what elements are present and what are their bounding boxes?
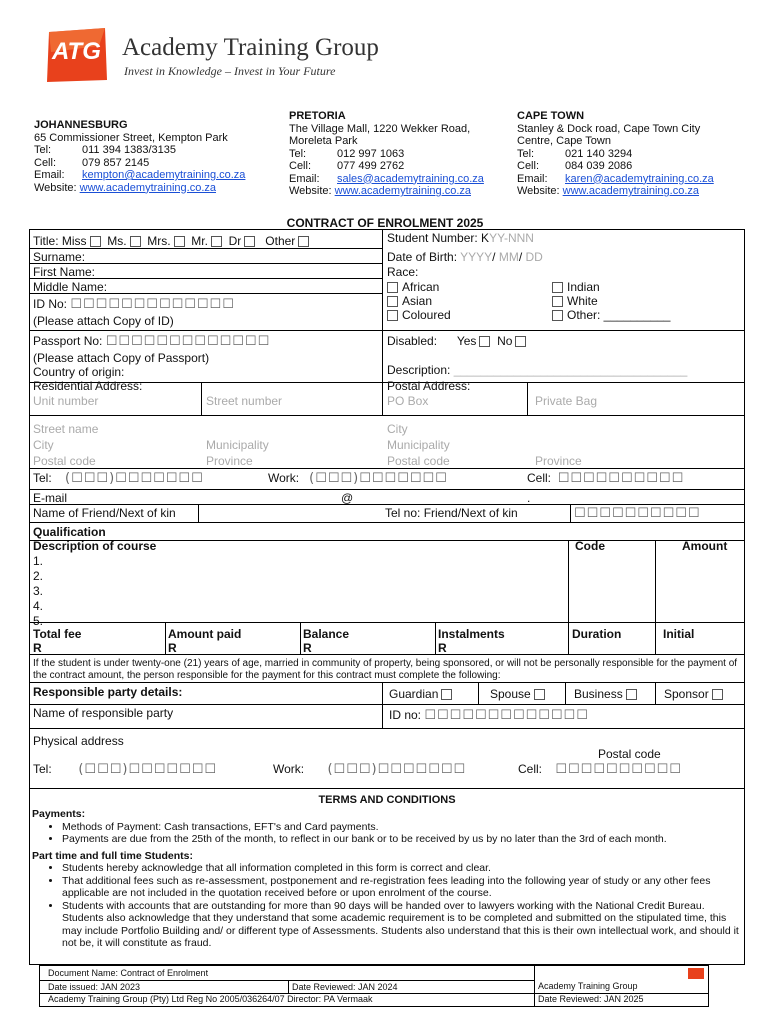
office-city: CAPE TOWN <box>517 110 585 122</box>
responsible-id-field[interactable]: ID no: ☐☐☐☐☐☐☐☐☐☐☐☐☐ <box>389 708 589 723</box>
id-note: (Please attach Copy of ID) <box>33 314 174 328</box>
postal-city-input[interactable]: City <box>387 422 408 436</box>
postal-code-input[interactable]: Postal code <box>33 454 96 468</box>
terms-body <box>32 808 740 950</box>
city-input[interactable]: City <box>33 438 54 452</box>
po-box-input[interactable]: PO Box <box>387 394 429 408</box>
total-fee-currency: R <box>33 641 42 655</box>
checkbox-dr[interactable] <box>244 236 255 247</box>
balance-currency: R <box>303 641 312 655</box>
brand-name: Academy Training Group <box>122 34 379 61</box>
resp-work-field[interactable]: Work: (☐☐☐)☐☐☐☐☐☐☐ <box>273 762 467 777</box>
email-field[interactable]: E-mail <box>33 491 68 505</box>
minor-note: If the student is under twenty-one (21) years of age, married in community of property, being sponsored, or will not be personally responsible for the payment of the contract amount, the person responsible for the payment for this contract must complete the following: <box>33 658 738 681</box>
payments-heading: Payments: <box>32 808 86 820</box>
cell-field[interactable]: Cell: ☐☐☐☐☐☐☐☐☐☐ <box>527 471 685 486</box>
checkbox-no[interactable] <box>515 336 526 347</box>
payments-list <box>32 821 740 846</box>
footer-date-reviewed: Date Reviewed: JAN 2024 <box>292 982 398 992</box>
residential-address-label: Residential Address: <box>33 379 143 393</box>
responsible-party-heading: Responsible party details: <box>33 685 183 699</box>
list-item: • Methods of Payment: Cash transactions, EFT's and Card payments. <box>62 821 740 834</box>
disabled-field: Disabled: Yes No <box>387 334 526 348</box>
logo-initials: ATG <box>52 38 101 65</box>
total-fee-label: Total fee <box>33 627 82 641</box>
checkbox-other[interactable] <box>298 236 309 247</box>
list-item: • That additional fees such as re-assessment, postponement and re-registration fees leading into the following year of study or any other fees applicable are not included in the quotation received before or upon enrolment of the course. <box>62 875 740 900</box>
list-item: • Students with accounts that are outstanding for more than 90 days will be handed over to lawyers working with the National Credit Bureau. Students also acknowledge that they understand that some academic requirement is to be completed and submitted on the stipulated time, this may include Portfolio Building and/ or different type of Assessments. Students also understand that this is their own intellectual work, and should it not be, it will constitute as fraud. <box>62 900 740 950</box>
website-link[interactable]: www.academytraining.co.za <box>562 185 699 197</box>
office-address: Stanley & Dock road, Cape Town City <box>517 122 701 135</box>
code-header: Code <box>575 539 605 553</box>
resp-tel-field[interactable]: Tel: (☐☐☐)☐☐☐☐☐☐☐ <box>33 762 218 777</box>
qualification-heading: Qualification <box>33 525 106 539</box>
checkbox-mr[interactable] <box>211 236 222 247</box>
email-dot: . <box>527 491 531 505</box>
website-link[interactable]: www.academytraining.co.za <box>334 185 471 197</box>
postal-postal-code-input[interactable]: Postal code <box>387 454 450 468</box>
office-city: JOHANNESBURG <box>34 119 128 131</box>
race-african[interactable]: African <box>387 280 439 294</box>
race-other[interactable]: Other: __________ <box>552 308 670 322</box>
tel-field[interactable]: Tel: (☐☐☐)☐☐☐☐☐☐☐ <box>33 471 204 486</box>
race-asian[interactable]: Asian <box>387 294 432 308</box>
country-field[interactable]: Country of origin: <box>33 365 125 379</box>
description-field[interactable]: Description: ___________________________________ <box>387 363 688 377</box>
enrolment-form <box>29 229 745 965</box>
student-number-field[interactable]: Student Number: KYY-NNN <box>387 231 534 245</box>
course-row[interactable]: 3. <box>33 584 44 598</box>
footer-company: Academy Training Group <box>538 981 638 991</box>
passport-field[interactable]: Passport No: ☐☐☐☐☐☐☐☐☐☐☐☐☐ <box>33 334 271 349</box>
next-of-kin-tel-input[interactable]: ☐☐☐☐☐☐☐☐☐☐ <box>574 506 701 521</box>
instalments-currency: R <box>438 641 447 655</box>
email-link[interactable]: sales@academytraining.co.za <box>337 172 484 185</box>
course-description-header: Description of course <box>33 539 157 553</box>
amount-paid-currency: R <box>168 641 177 655</box>
office-cape-town: CAPE TOWN Stanley & Dock road, Cape Town City Centre, Cape Town Tel: 021 140 3294 Cell: 084 039 2086 Email: karen@academytraining.co.za Website: www.academytraining.co.za <box>517 110 714 197</box>
checkbox-mrs[interactable] <box>174 236 185 247</box>
footer-doc-name: Document Name: Contract of Enrolment <box>48 968 209 978</box>
resp-guardian[interactable]: Guardian <box>389 687 452 701</box>
list-item: • Students hereby acknowledge that all information completed in this form is correct and clear. <box>62 862 740 875</box>
dob-field[interactable]: Date of Birth: YYYY/ MM/ DD <box>387 250 543 264</box>
race-label: Race: <box>387 265 419 279</box>
office-address: Centre, Cape Town <box>517 135 611 147</box>
postal-address-label: Postal Address: <box>387 379 471 393</box>
email-at: @ <box>341 491 354 505</box>
office-address: 65 Commissioner Street, Kempton Park <box>34 131 228 144</box>
responsible-name-field[interactable]: Name of responsible party <box>33 706 174 720</box>
postal-municipality-input[interactable]: Municipality <box>387 438 450 452</box>
middle-name-field[interactable]: Middle Name: <box>33 280 108 294</box>
website-link[interactable]: www.academytraining.co.za <box>79 181 216 194</box>
footer-date-reviewed-2: Date Reviewed: JAN 2025 <box>538 994 644 1004</box>
work-field[interactable]: Work: (☐☐☐)☐☐☐☐☐☐☐ <box>268 471 448 486</box>
resp-sponsor[interactable]: Sponsor <box>664 687 723 701</box>
postal-province-input[interactable]: Province <box>535 454 582 468</box>
physical-address-field[interactable]: Physical address <box>33 734 124 748</box>
terms-title: TERMS AND CONDITIONS <box>318 794 456 806</box>
passport-note: (Please attach Copy of Passport) <box>33 351 210 365</box>
checkbox-yes[interactable] <box>479 336 490 347</box>
amount-header: Amount <box>682 539 728 553</box>
students-heading: Part time and full time Students: <box>32 849 194 862</box>
office-city: PRETORIA <box>289 110 346 122</box>
footer-logo-icon <box>688 968 704 979</box>
document-footer <box>39 965 709 1007</box>
checkbox-ms[interactable] <box>130 236 141 247</box>
form-title: CONTRACT OF ENROLMENT 2025 <box>286 216 484 230</box>
first-name-field[interactable]: First Name: <box>33 265 96 279</box>
course-row[interactable]: 4. <box>33 599 44 613</box>
instalments-label: Instalments <box>438 627 505 641</box>
race-coloured[interactable]: Coloured <box>387 308 451 322</box>
footer-company-line: Academy Training Group (Pty) Ltd Reg No 2005/036264/07 Director: PA Vermaak <box>48 994 373 1004</box>
unit-number-input[interactable]: Unit number <box>33 394 99 408</box>
email-link[interactable]: karen@academytraining.co.za <box>565 172 714 185</box>
surname-field[interactable]: Surname: <box>33 250 86 264</box>
amount-paid-label: Amount paid <box>168 627 242 641</box>
office-johannesburg: JOHANNESBURG 65 Commissioner Street, Kempton Park Tel: 011 394 1383/3135 Cell: 079 857 2145 Email: kempton@academytraining.co.za Website: www.academytraining.co.za <box>34 119 246 194</box>
course-row[interactable]: 2. <box>33 569 44 583</box>
title-field: Title: Miss Ms. Mrs. Mr. Dr Other <box>33 234 309 248</box>
next-of-kin-field[interactable]: Name of Friend/Next of kin <box>33 506 176 520</box>
checkbox-miss[interactable] <box>90 236 101 247</box>
street-number-input[interactable]: Street number <box>206 394 283 408</box>
province-input[interactable]: Province <box>206 454 253 468</box>
email-link[interactable]: kempton@academytraining.co.za <box>82 169 246 181</box>
race-white[interactable]: White <box>552 294 598 308</box>
race-indian[interactable]: Indian <box>552 280 600 294</box>
resp-spouse[interactable]: Spouse <box>490 687 545 701</box>
office-address: The Village Mall, 1220 Wekker Road, <box>289 122 471 135</box>
brand-tagline: Invest in Knowledge – Invest in Your Future <box>124 64 336 78</box>
next-of-kin-tel-label: Tel no: Friend/Next of kin <box>385 506 518 520</box>
list-item: • Payments are due from the 25th of the month, to reflect in our bank or to be received by us by no later than the 3rd of each month. <box>62 833 740 846</box>
street-name-input[interactable]: Street name <box>33 422 99 436</box>
postal-code-label: Postal code <box>598 747 661 761</box>
initial-label: Initial <box>663 627 695 641</box>
municipality-input[interactable]: Municipality <box>206 438 269 452</box>
office-address: Moreleta Park <box>289 135 358 147</box>
duration-label: Duration <box>572 627 622 641</box>
resp-cell-field[interactable]: Cell: ☐☐☐☐☐☐☐☐☐☐ <box>518 762 682 777</box>
footer-date-issued: Date issued: JAN 2023 <box>48 982 141 992</box>
office-pretoria: PRETORIA The Village Mall, 1220 Wekker Road, Moreleta Park Tel: 012 997 1063 Cell: 077 499 2762 Email: sales@academytraining.co.za Website: www.academytraining.co.za <box>289 110 484 197</box>
balance-label: Balance <box>303 627 350 641</box>
course-row[interactable]: 5. <box>33 614 44 628</box>
course-row[interactable]: 1. <box>33 554 44 568</box>
id-number-field[interactable]: ID No: ☐☐☐☐☐☐☐☐☐☐☐☐☐ <box>33 297 235 312</box>
resp-business[interactable]: Business <box>574 687 637 701</box>
private-bag-input[interactable]: Private Bag <box>535 394 598 408</box>
students-list <box>32 862 740 950</box>
